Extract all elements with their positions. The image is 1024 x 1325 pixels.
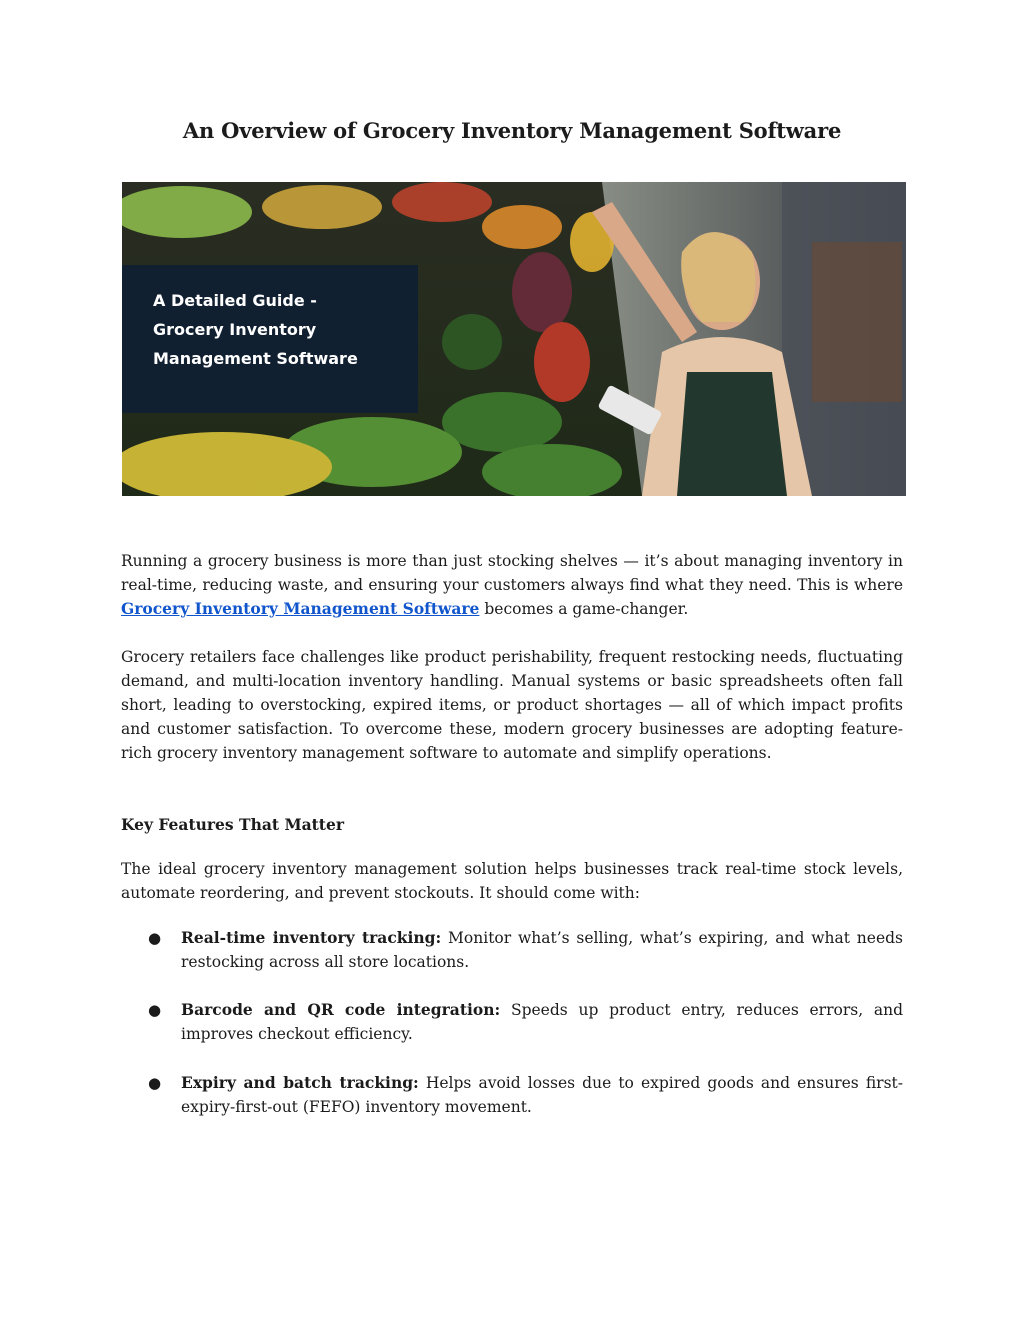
bullet-icon: ●	[148, 1001, 162, 1019]
bullet-icon: ●	[148, 1074, 162, 1092]
list-item-label: Barcode and QR code integration:	[181, 1000, 501, 1019]
features-heading: Key Features That Matter	[121, 815, 344, 834]
list-item-label: Real-time inventory tracking:	[181, 928, 442, 947]
features-intro-paragraph: The ideal grocery inventory management solution helps businesses track real-time stock levels, automate reordering, and prevent stockouts. It should come with:	[121, 860, 903, 902]
hero-title-line: Grocery Inventory	[153, 320, 317, 339]
bullet-icon: ●	[148, 929, 162, 947]
page-title: An Overview of Grocery Inventory Management Software	[182, 118, 842, 143]
hero-title-text	[153, 286, 408, 373]
challenges-paragraph: Grocery retailers face challenges like product perishability, frequent restocking needs, fluctuating demand, and multi-location inventory handling. Manual systems or basic spreadsheets often fall short, leading to overstocking, expired items, or product shortages — all of which impact profits and customer satisfaction. To overcome these, modern grocery businesses are adopting feature-rich grocery inventory management software to automate and simplify operations.	[121, 648, 903, 762]
intro-text-after: becomes a game-changer.	[479, 600, 689, 618]
hero-title-line: A Detailed Guide -	[153, 291, 317, 310]
intro-text-before: Running a grocery business is more than just stocking shelves — it’s about managing inventory in real-time, reducing waste, and ensuring your customers always find what they need. This is where	[121, 552, 903, 594]
intro-paragraph	[121, 549, 903, 621]
grocery-software-link[interactable]: Grocery Inventory Management Software	[121, 599, 480, 618]
list-item-text	[181, 998, 903, 1046]
list-item-text	[181, 1071, 903, 1119]
hero-title-line: Management Software	[153, 349, 358, 368]
hero-image	[122, 182, 906, 496]
list-item-text	[181, 926, 903, 974]
list-item-description: Speeds up product entry, reduces errors, and improves checkout efficiency.	[181, 1001, 904, 1043]
list-item-label: Expiry and batch tracking:	[181, 1073, 419, 1092]
list-item-description: Helps avoid losses due to expired goods and ensures first-expiry-first-out (FEFO) inventory movement.	[181, 1074, 904, 1116]
hero-title-overlay	[122, 265, 418, 413]
list-item-description: Monitor what’s selling, what’s expiring, and what needs restocking across all store locations.	[181, 929, 903, 971]
